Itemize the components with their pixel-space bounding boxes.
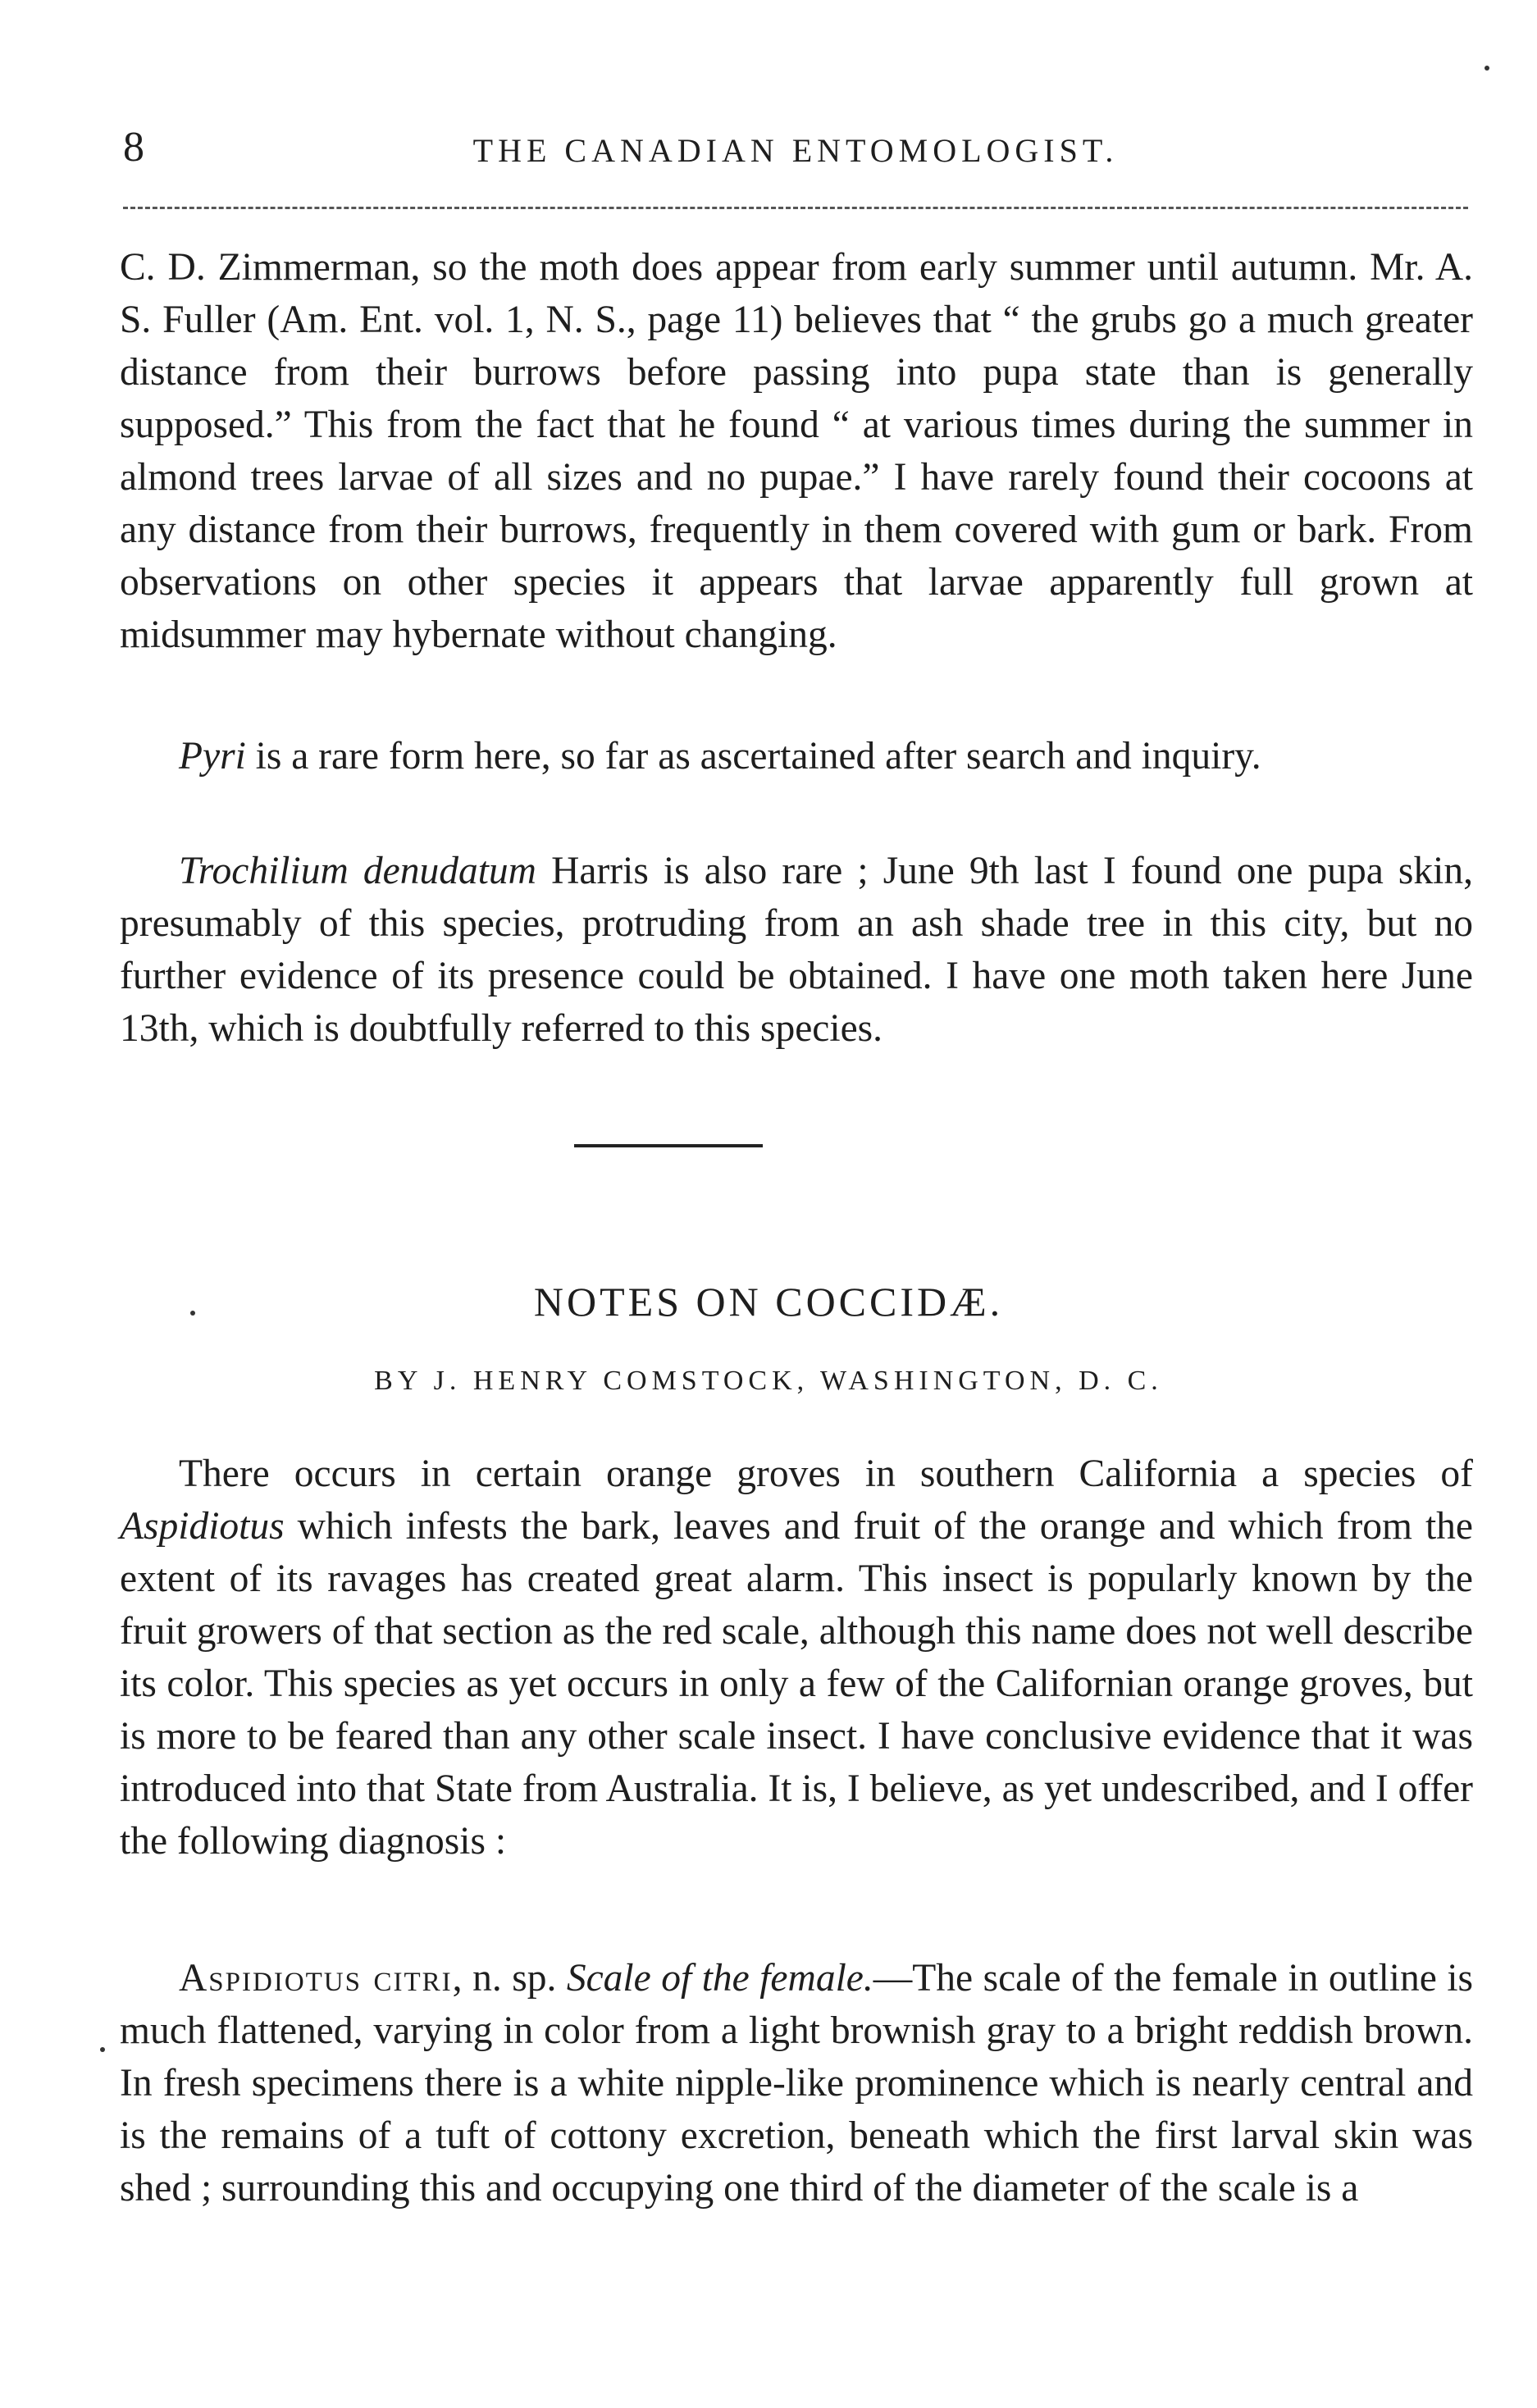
article-paragraph-2 (120, 1952, 1473, 2214)
paragraph (120, 1448, 1473, 1868)
paragraph-text: Harris is also rare ; June 9th last I found one pupa skin, presumably of this species, protruding from an ash shade tree in this city, but no further evidence of its presence could be obtained. I have one moth taken here June 13th, which is doubtfully referred to this species. (120, 850, 1473, 1050)
scan-speck (1485, 66, 1489, 71)
paragraph-text: , n. sp. (452, 1957, 567, 2000)
scale-heading: Scale of the female. (566, 1957, 873, 2000)
page-number: 8 (123, 124, 144, 171)
scan-speck (100, 2047, 105, 2052)
paragraph (120, 1952, 1473, 2214)
paragraph-text: which infests the bark, leaves and fruit of the orange and which from the extent of its ravages has created great alarm. This insect is popularly known by the fruit growers of that section as the red scale, although this name does not well describe its color. This species as yet occurs in only a few of the Californian orange groves, but is more to be feared than any other scale insect. I have conclusive evidence that it was introduced into that State from Australia. It is, I believe, as yet undescribed, and I offer the following diagnosis : (120, 1505, 1473, 1863)
paragraph-text: is a rare form here, so far as ascertained after search and inquiry. (245, 735, 1261, 778)
paragraph-text: —The scale of the female in outline is much flattened, varying in color from a light brownish gray to a bright reddish brown. In fresh specimens there is a white nipple-like prominence which is nearly central and is the remains of a tuft of cottony excretion, beneath which the first larval skin was shed ; surrounding this and occupying one third of the diameter of the scale is a (120, 1957, 1473, 2210)
paragraph-text: There occurs in certain orange groves in southern California a species of (179, 1453, 1473, 1495)
previous-article-paragraph-2 (120, 730, 1473, 782)
journal-title: THE CANADIAN ENTOMOLOGIST. (472, 132, 1119, 169)
previous-article-paragraph-3 (120, 845, 1473, 1055)
previous-article-paragraph-1 (120, 241, 1473, 661)
scan-speck (190, 1311, 195, 1316)
article-title: NOTES ON COCCIDÆ. (533, 1279, 1004, 1325)
article-paragraph-1 (120, 1448, 1473, 1868)
article-byline: BY J. HENRY COMSTOCK, WASHINGTON, D. C. (374, 1366, 1163, 1396)
species-heading: Aspidiotus citri (179, 1957, 453, 2000)
genus-name: Aspidiotus (120, 1505, 285, 1548)
paragraph-text: C. D. Zimmerman, so the moth does appear from early summer until autumn. Mr. A. S. Fuller (Am. Ent. vol. 1, N. S., page 11) believes that “ the grubs go a much greater distance from their burrows before passing into pupa state than is generally supposed.” This from the fact that he found “ at various times during the summer in almond trees larvae of all sizes and no pupae.” I have rarely found their cocoons at any distance from their burrows, frequently in them covered with gum or bark. From observations on other species it appears that larvae apparently full grown at midsummer may hybernate without changing. (120, 246, 1473, 656)
paragraph (120, 845, 1473, 1055)
header-rule (123, 207, 1468, 209)
running-head (123, 123, 1468, 180)
section-divider (574, 1144, 763, 1147)
paragraph (120, 730, 1473, 782)
species-name: Trochilium denudatum (179, 850, 536, 892)
species-name: Pyri (179, 735, 246, 778)
